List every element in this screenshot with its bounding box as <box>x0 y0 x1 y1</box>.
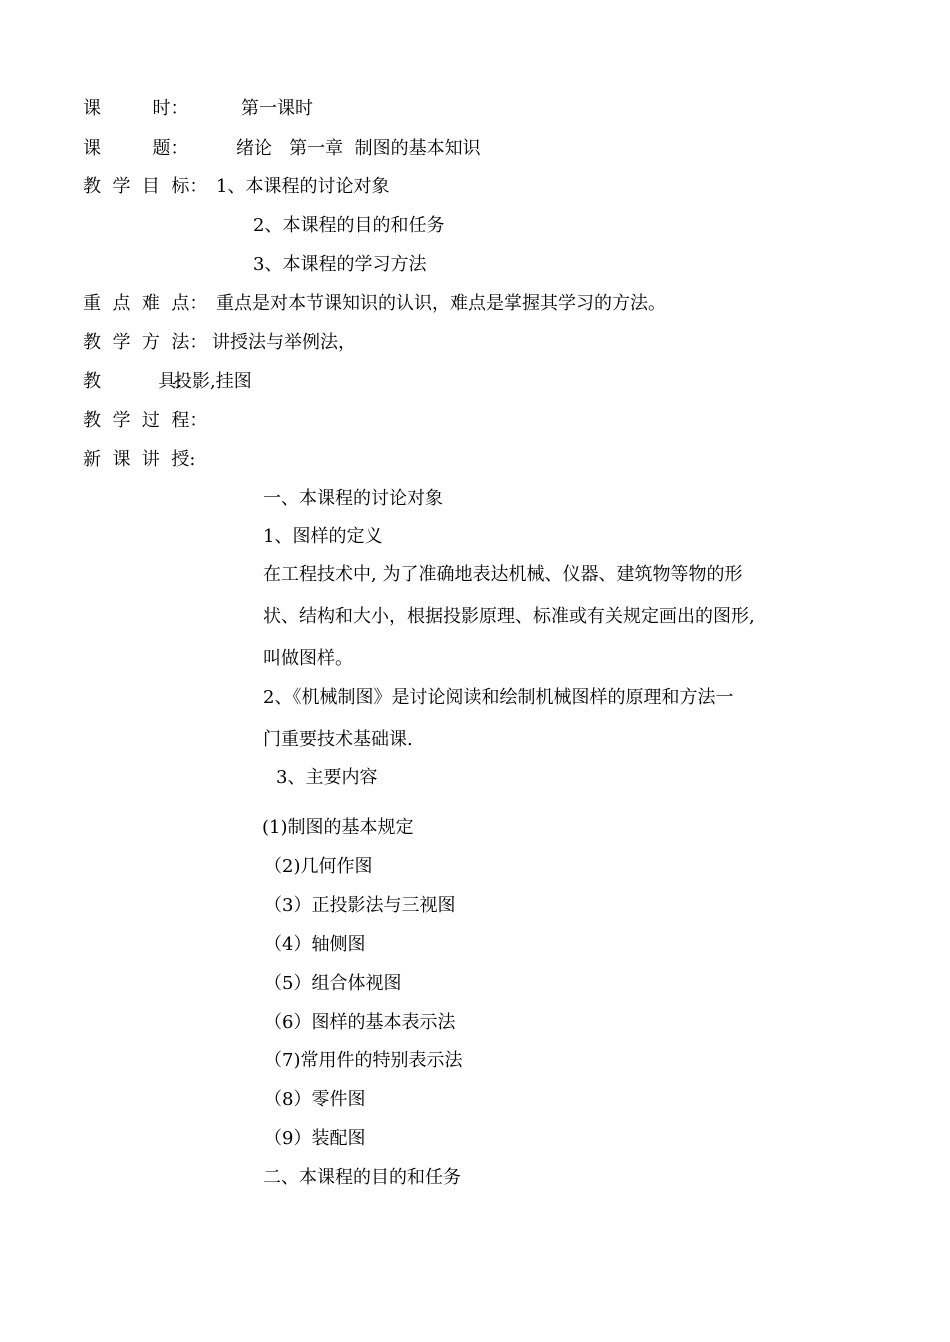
paragraph-line: 门重要技术基础课. <box>263 729 413 750</box>
goal-item: 3、本课程的学习方法 <box>253 254 427 275</box>
paragraph-line: 状、结构和大小，根据投影原理、标准或有关规定画出的图形, <box>263 606 755 627</box>
period-value: 第一课时 <box>241 98 313 119</box>
item-title: 1、图样的定义 <box>263 526 383 547</box>
content-list-item: （7)常用件的特别表示法 <box>264 1050 463 1071</box>
paragraph-line: 在工程技术中, 为了准确地表达机械、仪器、建筑物等物的形 <box>263 564 743 585</box>
method-label: 教 学 方 法： <box>83 332 208 353</box>
keypoints-label: 重 点 难 点： <box>83 293 208 314</box>
item-title: 3、主要内容 <box>276 767 378 788</box>
content-list-item: （9）装配图 <box>264 1128 366 1149</box>
content-list-item: （3）正投影法与三视图 <box>264 895 456 916</box>
tools-value: 投影,挂图 <box>174 371 252 392</box>
content-list-item: （5）组合体视图 <box>264 973 402 994</box>
content-list-item: (1)制图的基本规定 <box>262 817 414 838</box>
tools-label: 教 具: <box>83 371 183 392</box>
topic-value: 绪论 第一章 制图的基本知识 <box>236 138 481 159</box>
goal-item: 2、本课程的目的和任务 <box>253 215 445 236</box>
section-title: 二、本课程的目的和任务 <box>263 1167 461 1188</box>
method-value: 讲授法与举例法， <box>212 332 356 353</box>
content-list-item: （2)几何作图 <box>264 856 373 877</box>
content-list-item: （4）轴侧图 <box>264 934 366 955</box>
goal-item: 1、本课程的讨论对象 <box>216 176 390 197</box>
section-title: 一、本课程的讨论对象 <box>263 488 443 509</box>
period-label: 课 时： <box>83 98 189 119</box>
process-label: 教 学 过 程： <box>83 410 208 431</box>
paragraph-line: 叫做图样。 <box>263 648 353 669</box>
content-list-item: （8）零件图 <box>264 1089 366 1110</box>
paragraph-line: 2、《机械制图》是讨论阅读和绘制机械图样的原理和方法一 <box>263 687 734 708</box>
topic-label: 课 题： <box>83 138 189 159</box>
lecture-label: 新 课 讲 授: <box>83 449 196 470</box>
content-list-item: （6）图样的基本表示法 <box>264 1012 456 1033</box>
keypoints-value: 重点是对本节课知识的认识，难点是掌握其学习的方法。 <box>216 293 666 314</box>
goals-label: 教 学 目 标： <box>83 176 208 197</box>
